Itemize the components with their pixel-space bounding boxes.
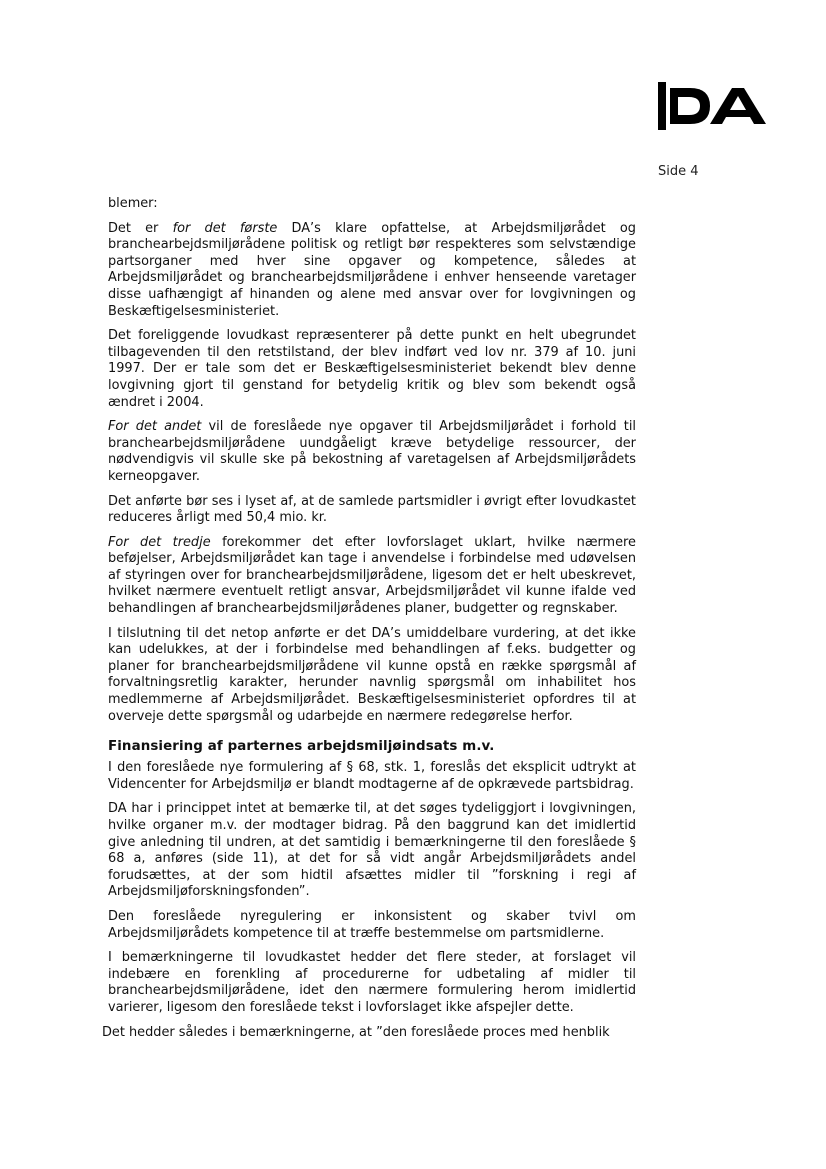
document-body [102,196,637,1049]
paragraph: I bemærkningerne til lovudkastet hedder det flere steder, at forslaget vil indebære en forenkling af procedurerne for udbetaling af midler til branchearbejdsmiljørådene, idet den nærmere formulering herom imidlertid varierer, ligesom den foreslåede tekst i lovforslaget ikke afspejler dette. [108,950,636,1015]
page-number: Side 4 [658,164,699,179]
paragraph: blemer: [108,196,158,211]
paragraph: For det tredje forekommer det efter lovforslaget uklart, hvilke nærmere beføjelser, Arbejdsmiljørådet kan tage i anvendelse i forbindelse med udøvelsen af styringen over for branchearbejdsmiljørådene, ligesom det er helt ubeskrevet, hvilket nærmere eventuelt retligt ansvar, Arbejdsmiljørådet vil kunne ifalde ved behandlingen af branchearbejdsmiljørådenes planer, budgetter og regnskaber. [108,534,636,617]
da-logo [656,80,768,132]
paragraph: Det hedder således i bemærkningerne, at ”den foreslåede proces med henblik [102,1024,610,1040]
paragraph: Den foreslåede nyregulering er inkonsistent og skaber tvivl om Arbejdsmiljørådets kompetence til at træffe bestemmelse om partsmidlerne. [108,908,636,941]
paragraph: Det er for det første DA’s klare opfattelse, at Arbejdsmiljørådet og branchearbejdsmiljørådene politisk og retligt bør respekteres som selvstændige partsorganer med hver sine opgaver og kompetence, således at Arbejdsmiljørådet og branchearbejdsmiljørådene i enhver henseende varetager disse uafhængigt af hinanden og alene med ansvar over for lovgivningen og Beskæftigelsesministeriet. [108,220,636,319]
paragraph: For det andet vil de foreslåede nye opgaver til Arbejdsmiljørådet i forhold til branchearbejdsmiljørådene uundgåeligt kræve betydelige ressourcer, der nødvendigvis vil skulle ske på bekostning af varetagelsen af Arbejdsmiljørådets kerneopgaver. [108,419,637,484]
paragraph: DA har i princippet intet at bemærke til, at det søges tydeliggjort i lovgivningen, hvilke organer m.v. der modtager bidrag. På den baggrund kan det imidlertid give anledning til undren, at det samtidig i bemærkningerne til den foreslåede § 68 a, anføres (side 11), at det for så vidt angår Arbejdsmiljørådets andel forudsættes, at der som hidtil afsættes midler til ”forskning i regi af Arbejdsmiljøforskningsfonden”. [108,801,636,900]
paragraph: I den foreslåede nye formulering af § 68, stk. 1, foreslås det eksplicit udtrykt at Videncenter for Arbejdsmiljø er blandt modtagerne af de opkrævede partsbidrag. [108,760,636,792]
paragraph: Det anførte bør ses i lyset af, at de samlede partsmidler i øvrigt efter lovudkastet reduceres årligt med 50,4 mio. kr. [108,493,636,526]
paragraph: I tilslutning til det netop anførte er det DA’s umiddelbare vurdering, at det ikke kan udelukkes, at der i forbindelse med behandlingen af f.eks. budgetter og planer for branchearbejdsmiljørådene vil kunne opstå en række spørgsmål af forvaltningsretlig karakter, herunder navnlig spørgsmål om inhabilitet hos medlemmerne af Arbejdsmiljørådet. Beskæftigelsesministeriet opfordres til at overveje dette spørgsmål og udarbejde en nærmere redegørelse herfor. [108,625,636,724]
section-heading: Finansiering af parternes arbejdsmiljøindsats m.v. [108,739,495,755]
paragraph: Det foreliggende lovudkast repræsenterer på dette punkt en helt ubegrundet tilbagevenden til den retstilstand, der blev indført ved lov nr. 379 af 10. juni 1997. Der er tale som det er Beskæftigelsesministeriet bekendt blev denne lovgivning gjort til genstand for betydelig kritik og blev som bekendt også ændret i 2004. [108,328,636,410]
